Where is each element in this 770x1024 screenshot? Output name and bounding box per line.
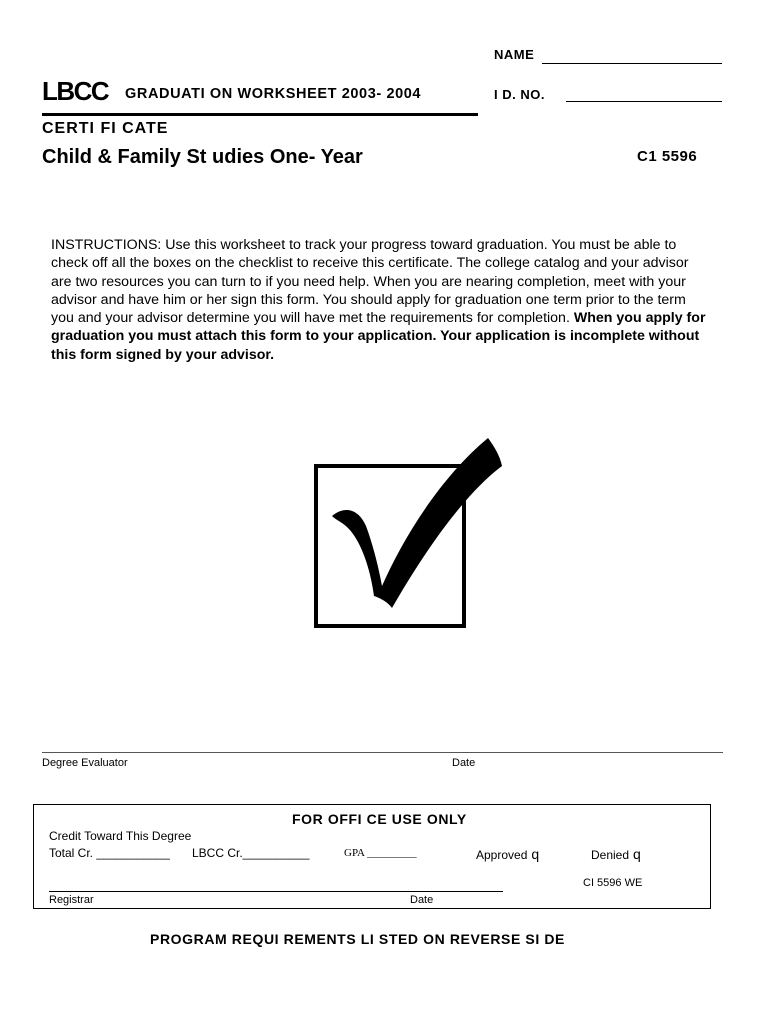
checkmark-in-box-icon	[312, 436, 508, 632]
program-title: Child & Family St udies One- Year	[42, 146, 363, 168]
approved-checkbox[interactable]: q	[531, 846, 540, 862]
evaluator-signature-line[interactable]	[42, 752, 723, 753]
worksheet-title: GRADUATI ON WORKSHEET 2003- 2004	[125, 86, 422, 102]
lbcc-credits-field[interactable]: LBCC Cr.__________	[192, 846, 310, 860]
lbcc-logo: LBCC	[42, 76, 109, 106]
instructions-bold-text: When you apply for graduation you must attach this form to your application. Your application is incomplete without this form signed by your advisor.	[51, 310, 706, 363]
title-rule	[42, 113, 478, 116]
office-use-title: FOR OFFI CE USE ONLY	[292, 811, 467, 827]
registrar-signature-line[interactable]	[49, 891, 503, 892]
denied-label: Denied	[591, 848, 630, 862]
instructions-text: INSTRUCTIONS: Use this worksheet to track your progress toward graduation. You must be able to check off all the boxes on the checklist to receive this certificate. The college catalog and your advisor are two resources you can turn to if you need help. When you are nearing completion, meet with your advisor and have him or her sign this form. You should apply for graduation one term prior to the term you and your advisor determine you will have met the requirements for completion.	[51, 237, 689, 327]
approved-option[interactable]	[476, 846, 539, 862]
denied-checkbox[interactable]: q	[633, 846, 641, 862]
gpa-field[interactable]: GPA _________	[344, 847, 417, 859]
approved-label: Approved	[476, 848, 528, 862]
name-label: NAME	[494, 47, 535, 62]
credit-toward-degree-label: Credit Toward This Degree	[49, 829, 192, 843]
certificate-type: CERTI FI CATE	[42, 120, 169, 137]
evaluator-label: Degree Evaluator	[42, 757, 128, 769]
instructions-paragraph	[51, 236, 711, 364]
footer-note: PROGRAM REQUI REMENTS LI STED ON REVERSE SI DE	[150, 931, 565, 947]
form-code: CI 5596 WE	[583, 877, 643, 889]
registrar-label: Registrar	[49, 894, 94, 906]
total-credits-field[interactable]: Total Cr. ___________	[49, 846, 170, 860]
id-field[interactable]	[566, 87, 722, 102]
name-field[interactable]	[542, 48, 722, 64]
program-code: C1 5596	[637, 148, 698, 165]
id-label: I D. NO.	[494, 87, 545, 102]
denied-option[interactable]	[591, 846, 641, 862]
evaluator-date-label: Date	[452, 757, 476, 769]
registrar-date-label: Date	[410, 894, 434, 906]
